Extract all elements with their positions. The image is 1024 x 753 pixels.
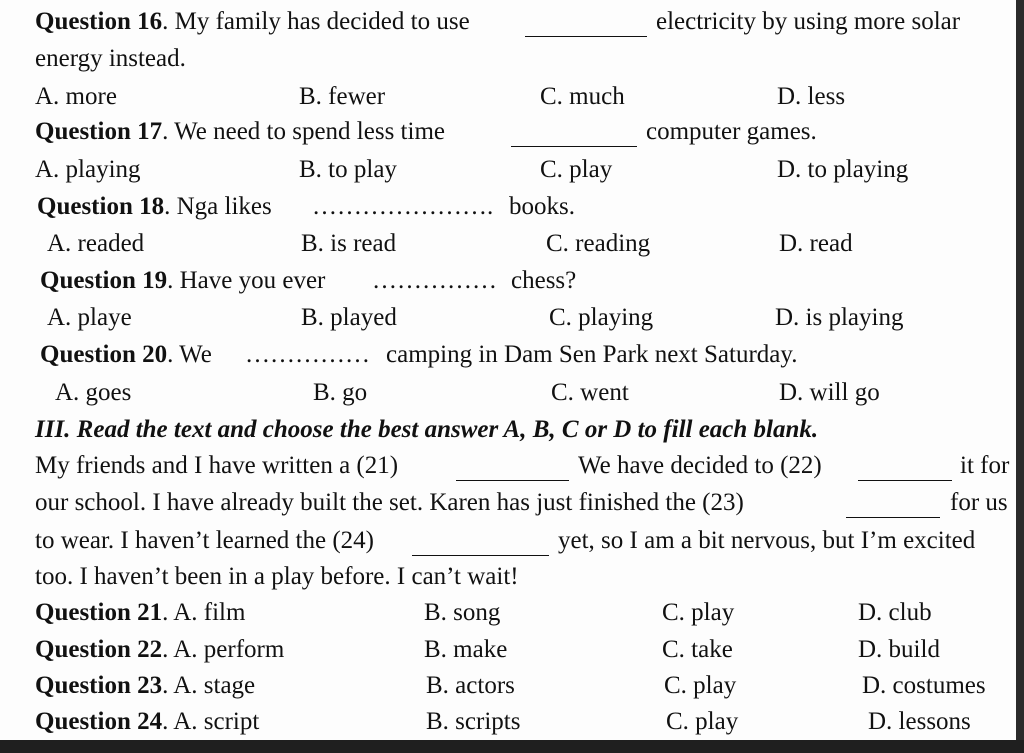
- q19-option-d: D. is playing: [775, 304, 904, 331]
- question-18-line: [37, 192, 272, 222]
- question-22-label: Question 22: [35, 636, 163, 663]
- question-23-label: Question 23: [35, 672, 163, 699]
- passage-line-2a: our school. I have already built the set. Karen has just finished the (23): [35, 489, 744, 516]
- section-heading: III. Read the text and choose the best answer A, B, C or D to fill each blank.: [35, 416, 819, 443]
- q20-option-a: A. goes: [55, 379, 132, 406]
- question-16-line: [35, 7, 470, 37]
- q22-option-c: C. take: [662, 636, 733, 663]
- question-19-line: [40, 266, 325, 296]
- passage-line-3b: yet, so I am a bit nervous, but I’m excited: [558, 527, 976, 554]
- q18-option-c: C. reading: [546, 230, 651, 257]
- q19-option-c: C. playing: [549, 304, 654, 331]
- q16-option-c: C. much: [540, 83, 625, 110]
- passage-line-1c: it for: [960, 452, 1010, 479]
- passage-line-4: too. I haven’t been in a play before. I can’t wait!: [35, 563, 519, 590]
- q17-option-b: B. to play: [299, 156, 397, 183]
- q20-option-b: B. go: [313, 379, 368, 406]
- question-17-text-a: . We need to spend less time: [162, 118, 445, 145]
- answer-blank: [525, 14, 647, 37]
- question-16-text-b: electricity by using more solar: [656, 8, 961, 35]
- passage-line-1a: My friends and I have written a (21): [35, 452, 399, 479]
- q18-option-d: D. read: [779, 230, 853, 257]
- question-17-text-b: computer games.: [646, 118, 817, 145]
- q16-option-a: A. more: [35, 83, 117, 110]
- q17-option-a: A. playing: [35, 156, 141, 183]
- q23-option-a: . A. stage: [162, 672, 256, 699]
- q18-option-a: A. readed: [47, 230, 145, 257]
- q21-option-a: . A. film: [162, 599, 246, 626]
- answer-blank: [456, 458, 569, 481]
- question-18-text-b: books.: [509, 193, 575, 220]
- question-22-line: [35, 635, 284, 665]
- question-24-line: [35, 707, 259, 737]
- question-17-label: Question 17: [35, 118, 163, 145]
- question-19-dots: ……………: [372, 267, 497, 294]
- q24-option-a: . A. script: [162, 708, 260, 735]
- q16-option-d: D. less: [777, 83, 846, 110]
- q18-option-b: B. is read: [301, 230, 397, 257]
- q21-option-c: C. play: [662, 599, 735, 626]
- question-20-line: [40, 340, 212, 370]
- q24-option-b: B. scripts: [426, 708, 521, 735]
- q23-option-d: D. costumes: [862, 672, 986, 699]
- passage-line-3a: to wear. I haven’t learned the (24): [35, 527, 374, 554]
- q22-option-a: . A. perform: [162, 636, 285, 663]
- answer-blank: [846, 495, 940, 518]
- window-edge-bottom: [0, 740, 1024, 753]
- q21-option-d: D. club: [858, 599, 932, 626]
- question-20-dots: ……………: [245, 341, 370, 368]
- passage-line-2b: for us: [950, 489, 1008, 516]
- question-18-label: Question 18: [37, 193, 165, 220]
- q17-option-d: D. to playing: [777, 156, 909, 183]
- q23-option-c: C. play: [664, 672, 737, 699]
- question-20-text-b: camping in Dam Sen Park next Saturday.: [386, 341, 798, 368]
- q17-option-c: C. play: [540, 156, 613, 183]
- q22-option-b: B. make: [424, 636, 508, 663]
- answer-blank: [858, 458, 952, 481]
- q16-option-b: B. fewer: [299, 83, 386, 110]
- question-16-label: Question 16: [35, 8, 163, 35]
- question-21-label: Question 21: [35, 599, 163, 626]
- q20-option-c: C. went: [551, 379, 629, 406]
- q19-option-b: B. played: [301, 304, 397, 331]
- q24-option-c: C. play: [666, 708, 739, 735]
- question-24-label: Question 24: [35, 708, 163, 735]
- q19-option-a: A. playe: [47, 304, 132, 331]
- question-21-line: [35, 598, 245, 628]
- question-19-label: Question 19: [40, 267, 168, 294]
- question-16-text-a: . My family has decided to use: [162, 8, 470, 35]
- question-19-text-a: . Have you ever: [167, 267, 326, 294]
- answer-blank: [412, 533, 549, 556]
- q23-option-b: B. actors: [426, 672, 515, 699]
- q21-option-b: B. song: [424, 599, 501, 626]
- q24-option-d: D. lessons: [868, 708, 971, 735]
- question-20-label: Question 20: [40, 341, 168, 368]
- question-23-line: [35, 671, 255, 701]
- answer-blank: [511, 124, 637, 147]
- question-18-dots: ………………….: [312, 193, 494, 220]
- question-17-line: [35, 117, 445, 147]
- question-18-text-a: . Nga likes: [164, 193, 272, 220]
- question-16-text-c: energy instead.: [35, 45, 186, 72]
- question-19-text-b: chess?: [511, 267, 577, 294]
- passage-line-1b: We have decided to (22): [578, 452, 822, 479]
- q22-option-d: D. build: [858, 636, 940, 663]
- q20-option-d: D. will go: [779, 379, 880, 406]
- question-20-text-a: . We: [167, 341, 212, 368]
- window-edge-right: [1016, 0, 1024, 753]
